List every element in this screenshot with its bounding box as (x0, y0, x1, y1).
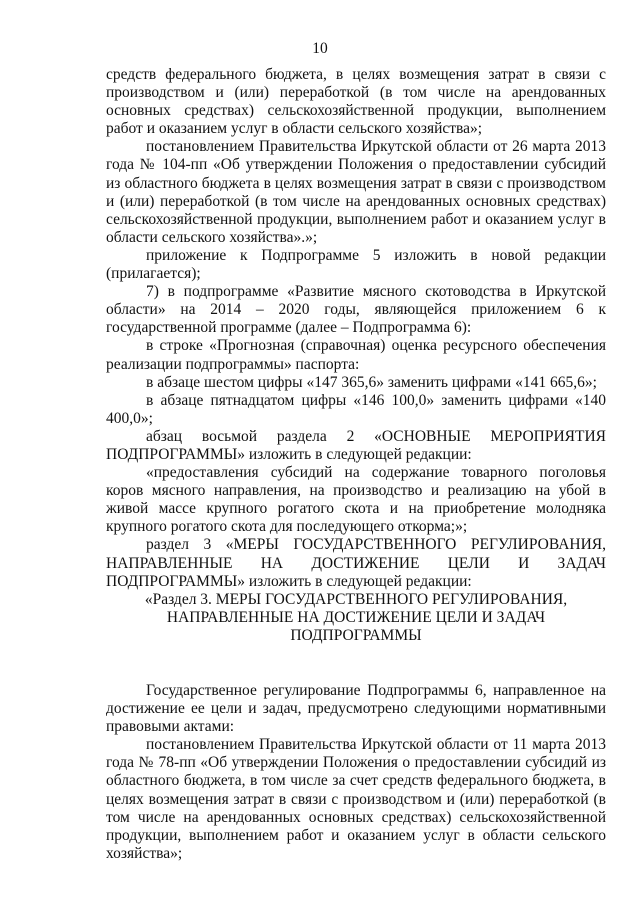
paragraph: раздел 3 «МЕРЫ ГОСУДАРСТВЕННОГО РЕГУЛИРОВАНИЯ, НАПРАВЛЕННЫЕ НА ДОСТИЖЕНИЕ ЦЕЛИ И ЗАДАЧ ПОДПРОГРАММЫ» изложить в следующей редакции: (106, 536, 606, 590)
paragraph: средств федерального бюджета, в целях возмещения затрат в связи с производством и (или) переработкой (в том числе на арендованных основных средствах) сельскохозяйственной продукции, выполнением работ и оказанием услуг в области сельского хозяйства»; (106, 66, 606, 138)
section-heading-line-2: НАПРАВЛЕННЫЕ НА ДОСТИЖЕНИЕ ЦЕЛИ И ЗАДАЧ (166, 608, 546, 626)
paragraph: постановлением Правительства Иркутской области от 11 марта 2013 года № 78-пп «Об утверждении Положения о предоставлении субсидий из областного бюджета, в том числе за счет средств федерального бюджета, в целях возмещения затрат в связи с производством и (или) переработкой (в том числе на арендованных основных средствах) сельскохозяйственной продукции, выполнением работ и оказанием услуг в области сельского хозяйства»; (106, 736, 606, 862)
section-heading-line-1: «Раздел 3. МЕРЫ ГОСУДАРСТВЕННОГО РЕГУЛИРОВАНИЯ, (144, 590, 568, 608)
section-heading (106, 591, 606, 645)
paragraph: в абзаце пятнадцатом цифры «146 100,0» заменить цифрами «140 400,0»; (106, 391, 606, 427)
paragraph: Государственное регулирование Подпрограммы 6, направленное на достижение ее цели и задач, предусмотрено следующими нормативными правовыми актами: (106, 682, 606, 736)
paragraph: приложение к Подпрограмме 5 изложить в новой редакции (прилагается); (106, 246, 606, 283)
spacer (106, 645, 606, 682)
page-number: 10 (312, 40, 328, 57)
paragraph: постановлением Правительства Иркутской области от 26 марта 2013 года № 104-пп «Об утверждении Положения о предоставлении субсидий из областного бюджета в целях возмещения затрат в связи с производством и (или) переработкой (в том числе на арендованных основных средствах) сельскохозяйственной продукции, выполнением работ и оказанием услуг в области сельского хозяйства».»; (106, 138, 606, 246)
paragraphs-bottom (106, 682, 606, 863)
paragraph: в строке «Прогнозная (справочная) оценка ресурсного обеспечения реализации подпрограммы» паспорта: (106, 337, 606, 373)
paragraph: в абзаце шестом цифры «147 365,6» заменить цифрами «141 665,6»; (146, 373, 597, 391)
section-heading-line-3: ПОДПРОГРАММЫ (290, 626, 422, 644)
paragraph: «предоставления субсидий на содержание товарного поголовья коров мясного направления, на производство и реализацию на убой в живой массе крупного рогатого скота и на приобретение молодняка крупного рогатого скота для последующего откорма;»; (106, 464, 606, 536)
paragraph: 7) в подпрограмме «Развитие мясного скотоводства в Иркутской области» на 2014 – 2020 годы, являющейся приложением 6 к государственной программе (далее – Подпрограмма 6): (106, 283, 606, 337)
paragraphs-top (106, 66, 606, 591)
paragraph: абзац восьмой раздела 2 «ОСНОВНЫЕ МЕРОПРИЯТИЯ ПОДПРОГРАММЫ» изложить в следующей редакции: (106, 427, 606, 463)
document-body (106, 66, 606, 863)
